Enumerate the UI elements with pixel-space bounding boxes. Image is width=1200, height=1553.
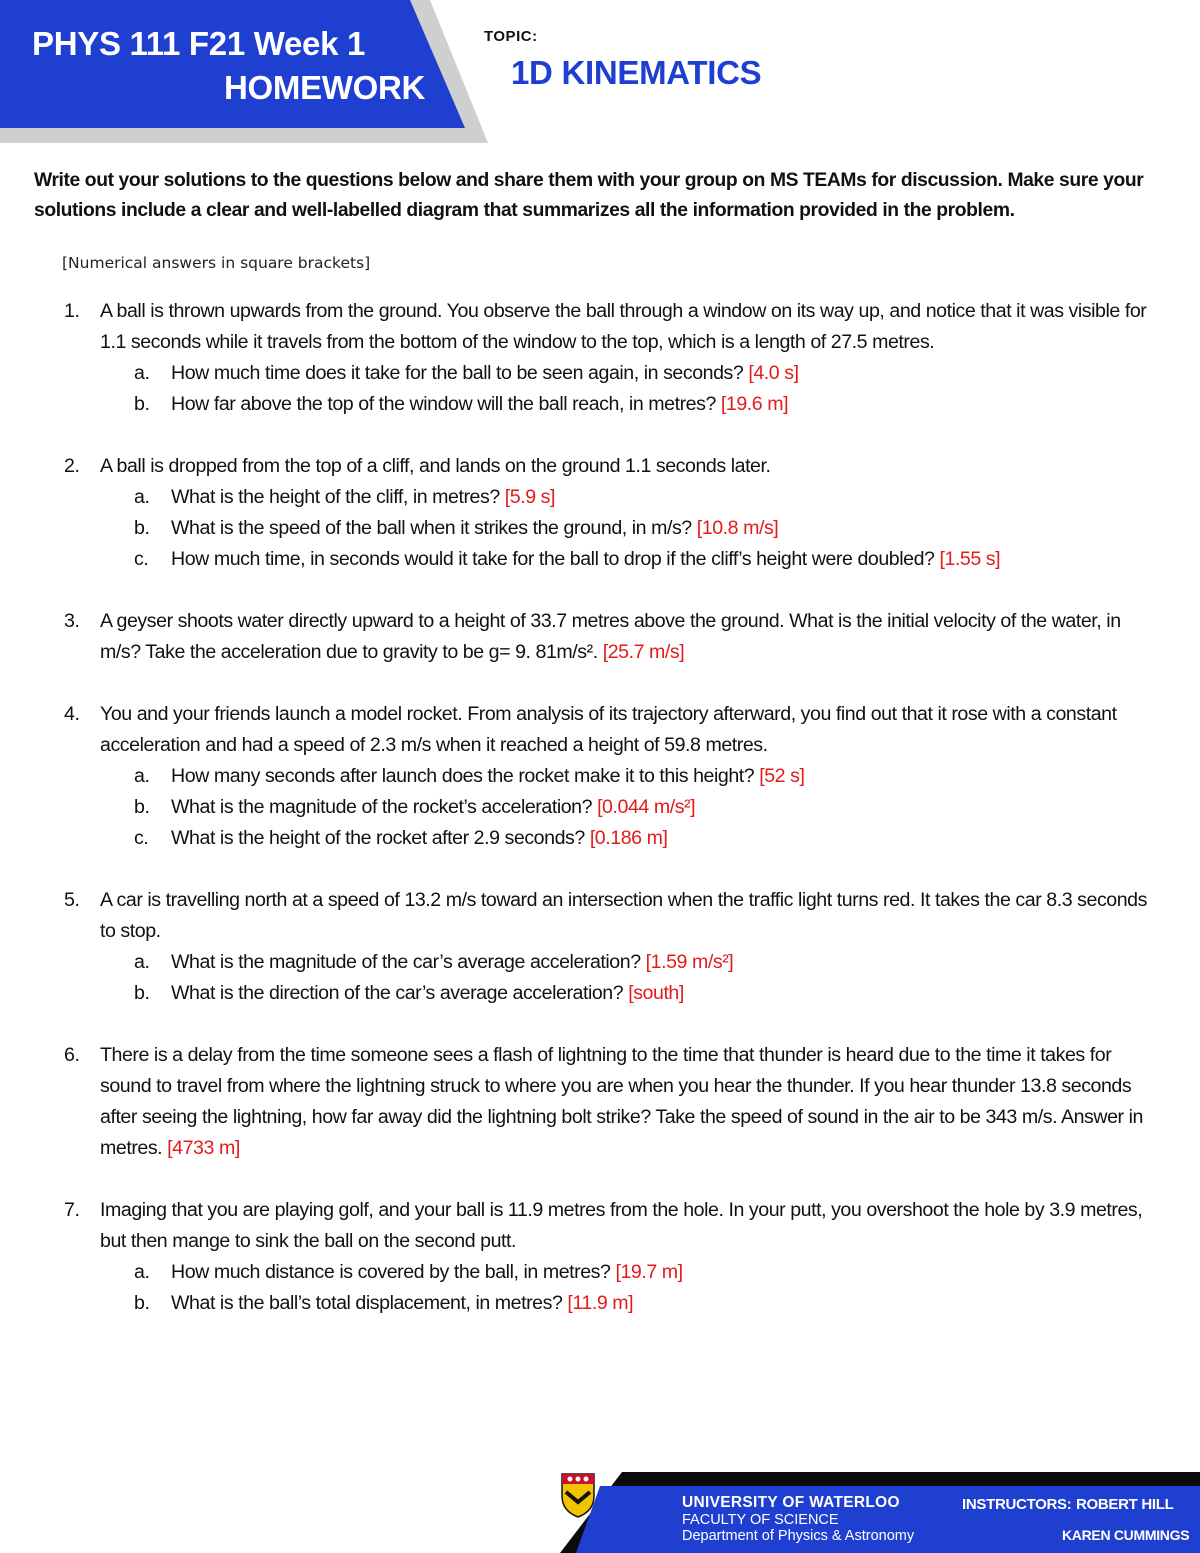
university-name: UNIVERSITY OF WATERLOO [682, 1494, 900, 1511]
question-4 [0, 699, 1200, 854]
topic-title: 1D KINEMATICS [511, 54, 762, 91]
sub-question-text: What is the height of the rocket after 2.9 seconds? [171, 827, 590, 849]
sub-question-letter: a. [134, 362, 150, 384]
sub-question-text-block [171, 389, 1161, 420]
sub-question [0, 792, 1200, 823]
sub-question-text-block [171, 513, 1161, 544]
question-text: A car is travelling north at a speed of 13.2 m/s toward an intersection when the traffic light turns red. It takes the car 8.3 seconds to stop. [100, 889, 1147, 942]
sub-question [0, 513, 1200, 544]
answer-text: [4.0 s] [748, 362, 799, 384]
sub-question-letter: c. [134, 827, 149, 849]
question-text-block [100, 451, 1162, 482]
sub-question [0, 389, 1200, 420]
question-text: A ball is dropped from the top of a cliff, and lands on the ground 1.1 seconds later. [100, 455, 771, 477]
sub-question-text-block [171, 482, 1161, 513]
question-number: 1. [64, 300, 80, 322]
answer-text: [5.9 s] [504, 486, 556, 508]
footer-banner [560, 1472, 1200, 1553]
sub-question [0, 823, 1200, 854]
instructions: Write out your solutions to the questions below and share them with your group on MS TEAMs for discussion. Make sure your solutions include a clear and well-labelled diagram that summarizes all the information provided in the problem. [34, 170, 1144, 221]
sub-question-text: What is the ball’s total displacement, in metres? [171, 1292, 568, 1314]
sub-question [0, 947, 1200, 978]
question-text-block [100, 699, 1162, 761]
question-text-block [100, 606, 1162, 668]
sub-question-text-block [171, 1257, 1161, 1288]
sub-question [0, 978, 1200, 1009]
question-number: 2. [64, 455, 80, 477]
sub-question-letter: b. [134, 796, 150, 818]
sub-question-text-block [171, 1288, 1161, 1319]
faculty-name: FACULTY OF SCIENCE [682, 1512, 839, 1528]
question-number: 6. [64, 1044, 80, 1066]
sub-question [0, 1257, 1200, 1288]
sub-question-text-block [171, 823, 1161, 854]
sub-question-text-block [171, 792, 1161, 823]
answers-note: [Numerical answers in square brackets] [62, 254, 371, 272]
answer-text: [19.7 m] [615, 1261, 683, 1283]
question-text: A ball is thrown upwards from the ground. You observe the ball through a window on its way up, and notice that it was visible for 1.1 seconds while it travels from the bottom of the window to the top, which is a length of 27.5 metres. [100, 300, 1147, 353]
question-5 [0, 885, 1200, 1009]
answer-text: [south] [628, 982, 684, 1004]
sub-question-text-block [171, 978, 1161, 1009]
sub-question-letter: a. [134, 765, 150, 787]
question-list [0, 296, 1200, 1319]
question-number: 4. [64, 703, 80, 725]
sub-question [0, 761, 1200, 792]
sub-question [0, 1288, 1200, 1319]
sub-question-letter: b. [134, 1292, 150, 1314]
question-number: 5. [64, 889, 80, 911]
sub-question [0, 358, 1200, 389]
sub-question-text: What is the speed of the ball when it strikes the ground, in m/s? [171, 517, 697, 539]
question-text: A geyser shoots water directly upward to a height of 33.7 metres above the ground. What is the initial velocity of the water, in m/s? Take the acceleration due to gravity to be g= 9. 81m/s². [100, 610, 1121, 663]
sub-question [0, 544, 1200, 575]
answer-text: [0.044 m/s²] [597, 796, 696, 818]
sub-question-text: What is the height of the cliff, in metres? [171, 486, 505, 508]
sub-question-letter: a. [134, 486, 150, 508]
answer-text: [1.59 m/s²] [645, 951, 734, 973]
question-number: 7. [64, 1199, 80, 1221]
sub-question-letter: c. [134, 548, 149, 570]
course-line-1: PHYS 111 F21 Week 1 [32, 25, 366, 62]
sub-question-text: How much time does it take for the ball to be seen again, in seconds? [171, 362, 749, 384]
answer-text: [4733 m] [167, 1137, 240, 1159]
question-2 [0, 451, 1200, 575]
question-text-block [100, 1195, 1162, 1257]
sub-question-text-block [171, 947, 1161, 978]
sub-question-text: What is the magnitude of the car’s average acceleration? [171, 951, 646, 973]
sub-question-letter: a. [134, 951, 150, 973]
sub-question-text: How many seconds after launch does the rocket make it to this height? [171, 765, 760, 787]
instructors-label: INSTRUCTORS: [962, 1496, 1072, 1513]
question-1 [0, 296, 1200, 420]
sub-question-text-block [171, 761, 1161, 792]
answer-text: [11.9 m] [567, 1292, 634, 1314]
department-name: Department of Physics & Astronomy [682, 1528, 915, 1544]
sub-question-text: How much distance is covered by the ball, in metres? [171, 1261, 616, 1283]
sub-question-text: How far above the top of the window will the ball reach, in metres? [171, 393, 721, 415]
topic-label: TOPIC: [484, 28, 538, 45]
header-banner [0, 0, 520, 145]
question-number: 3. [64, 610, 80, 632]
answer-text: [52 s] [759, 765, 805, 787]
instructor-name-1: ROBERT HILL [1076, 1496, 1174, 1513]
question-text: There is a delay from the time someone sees a flash of lightning to the time that thunder is heard due to the time it takes for sound to travel from where the lightning struck to where you are when you hear the thunder. If you hear thunder 13.8 seconds after seeing the lightning, how far away did the lightning bolt strike? Take the speed of sound in the air to be 343 m/s. Answer in metres. [100, 1044, 1143, 1159]
sub-question [0, 482, 1200, 513]
course-line-2: HOMEWORK [224, 69, 426, 106]
question-text-block [100, 296, 1162, 358]
question-6 [0, 1040, 1200, 1164]
sub-question-text: How much time, in seconds would it take for the ball to drop if the cliff’s height were doubled? [171, 548, 940, 570]
answer-text: [10.8 m/s] [696, 517, 779, 539]
question-text-block [100, 1040, 1162, 1164]
sub-question-text: What is the magnitude of the rocket’s acceleration? [171, 796, 598, 818]
answer-text: [1.55 s] [939, 548, 1001, 570]
sub-question-text-block [171, 358, 1161, 389]
sub-question-letter: a. [134, 1261, 150, 1283]
university-crest-icon [560, 1472, 596, 1518]
sub-question-letter: b. [134, 517, 150, 539]
course-title [32, 22, 432, 110]
answer-text: [0.186 m] [589, 827, 668, 849]
sub-question-text: What is the direction of the car’s average acceleration? [171, 982, 629, 1004]
answer-text: [19.6 m] [720, 393, 789, 415]
sub-question-letter: b. [134, 982, 150, 1004]
question-text: You and your friends launch a model rocket. From analysis of its trajectory afterward, you find out that it rose with a constant acceleration and had a speed of 2.3 m/s when it reached a height of 59.8 metres. [100, 703, 1117, 756]
question-text-block [100, 885, 1162, 947]
question-3 [0, 606, 1200, 668]
answer-text: [25.7 m/s] [602, 641, 685, 663]
question-7 [0, 1195, 1200, 1319]
question-text: Imaging that you are playing golf, and your ball is 11.9 metres from the hole. In your putt, you overshoot the hole by 3.9 metres, but then mange to sink the ball on the second putt. [100, 1199, 1143, 1252]
sub-question-letter: b. [134, 393, 150, 415]
instructor-name-2: KAREN CUMMINGS [1062, 1527, 1190, 1543]
sub-question-text-block [171, 544, 1161, 575]
